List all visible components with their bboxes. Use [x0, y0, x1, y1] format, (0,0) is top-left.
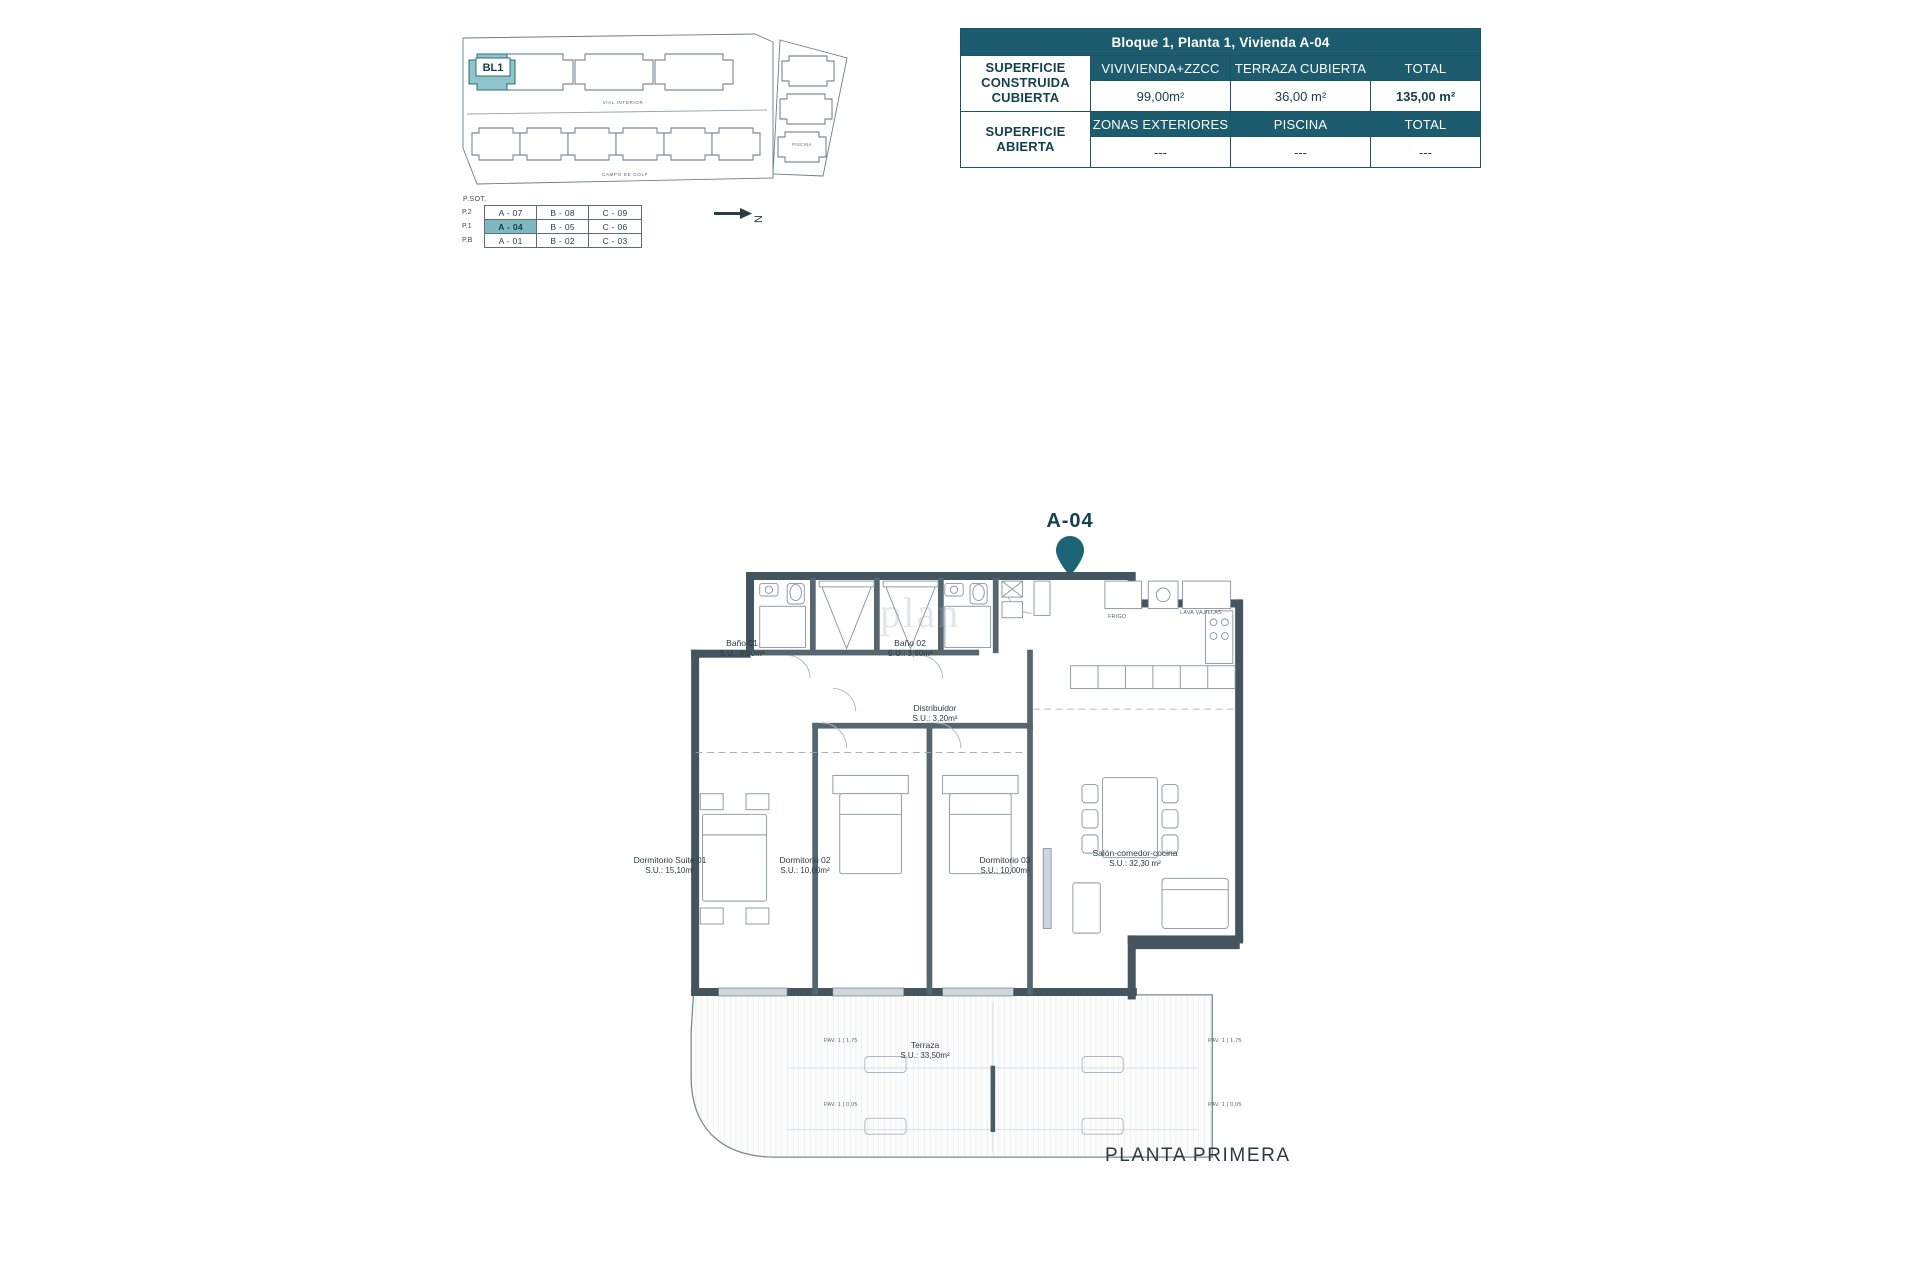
built-area-label	[961, 56, 1091, 112]
unit-cell[interactable]: A - 01	[485, 234, 537, 248]
table-row	[462, 220, 642, 234]
surface-summary-table	[960, 28, 1481, 168]
unit-cell[interactable]: B - 02	[537, 234, 589, 248]
column-header-piscina: PISCINA	[1231, 112, 1371, 137]
north-arrow	[712, 200, 772, 230]
room-name: Dormitorio Suite 01	[633, 855, 707, 865]
column-header-total: TOTAL	[1371, 56, 1481, 81]
terrace-mark: PAV. 1 | 0,05	[1208, 1102, 1242, 1108]
value-total-open: ---	[1371, 137, 1481, 168]
room-label-suite-01	[600, 855, 740, 877]
room-name: Terraza	[910, 1040, 940, 1050]
terrace-mark: PAV. 1 | 0,05	[824, 1102, 858, 1108]
room-label-bano-01	[697, 638, 787, 660]
room-area: S.U.: 10,00m²	[780, 866, 830, 876]
unit-cell[interactable]: C - 09	[589, 206, 642, 220]
room-name: Baño 02	[894, 638, 926, 648]
site-key-label-vial: VIAL INTERIOR	[602, 100, 644, 105]
surface-table-title: Bloque 1, Planta 1, Vivienda A-04	[961, 29, 1481, 56]
floor-unit-list	[462, 196, 667, 248]
appliance-label-frigo: FRIGO	[1108, 614, 1127, 620]
terrace-mark: PAV. 1 | 1,75	[824, 1038, 858, 1044]
column-header-vivienda: VIVIVIENDA+ZZCC	[1091, 56, 1231, 81]
open-area-label	[961, 112, 1091, 168]
terrace-mark: PAV. 1 | 1,75	[1208, 1038, 1242, 1044]
floor-label: P.1	[462, 223, 472, 230]
value-total-built: 135,00 m²	[1371, 81, 1481, 112]
floor-list-table	[462, 205, 642, 248]
marker-label: A-04	[1046, 510, 1094, 532]
value-vivienda: 99,00m²	[1091, 81, 1231, 112]
table-row	[462, 206, 642, 220]
site-key-plan	[455, 28, 875, 188]
floor-list-title: P.SOT.	[463, 196, 487, 203]
terrace-deck	[691, 995, 1212, 1157]
unit-cell[interactable]: C - 06	[589, 220, 642, 234]
table-row	[961, 112, 1481, 137]
column-header-total-open: TOTAL	[1371, 112, 1481, 137]
unit-cell[interactable]: A - 07	[485, 206, 537, 220]
room-label-dormitorio-02	[740, 855, 870, 877]
plan-title: PLANTA PRIMERA	[1105, 1145, 1291, 1166]
room-area: S.U.: 4,00m²	[719, 649, 765, 659]
room-name: Salón-comedor-cocina	[1092, 848, 1178, 858]
unit-cell[interactable]: B - 08	[537, 206, 589, 220]
room-label-distribuidor	[880, 703, 990, 725]
value-piscina: ---	[1231, 137, 1371, 168]
unit-cell[interactable]: C - 03	[589, 234, 642, 248]
unit-cell-selected[interactable]: A - 04	[485, 220, 537, 234]
room-area: S.U.: 10,00m²	[980, 866, 1030, 876]
room-label-salon	[1060, 848, 1210, 870]
open-area-label-text: SUPERFICIE ABIERTA	[985, 123, 1066, 154]
room-name: Dormitorio 02	[779, 855, 831, 865]
room-name: Dormitorio 03	[979, 855, 1031, 865]
table-row	[961, 29, 1481, 56]
room-area: S.U.: 15,10m²	[645, 866, 695, 876]
room-name: Baño 01	[726, 638, 758, 648]
watermark: plan	[880, 591, 961, 637]
svg-text:N: N	[753, 215, 765, 223]
column-header-zonas: ZONAS EXTERIORES	[1091, 112, 1231, 137]
room-name: Distribuidor	[913, 703, 957, 713]
site-key-label-piscina: PISCINA	[792, 142, 812, 147]
table-row	[462, 234, 642, 248]
table-row	[961, 56, 1481, 81]
built-area-label-text: SUPERFICIE CONSTRUIDA CUBIERTA	[981, 60, 1070, 105]
column-header-terraza: TERRAZA CUBIERTA	[1231, 56, 1371, 81]
site-key-label-golf: CAMPO DE GOLF	[601, 172, 649, 177]
room-label-bano-02	[865, 638, 955, 660]
site-key-block-tag: BL1	[482, 62, 504, 74]
value-zonas: ---	[1091, 137, 1231, 168]
room-label-dormitorio-03	[940, 855, 1070, 877]
floor-label: P.2	[462, 209, 472, 216]
room-area: S.U.: 33,50m²	[900, 1051, 950, 1061]
room-area: S.U.: 3,60m²	[887, 649, 933, 659]
floor-label: P.B	[462, 237, 473, 244]
appliance-label-lavavajillas: LAVA VAJILLAS	[1180, 610, 1222, 616]
room-area: S.U.: 32,30 m²	[1109, 859, 1161, 869]
room-label-terraza	[865, 1040, 985, 1062]
room-area: S.U.: 3,20m²	[912, 714, 958, 724]
unit-cell[interactable]: B - 05	[537, 220, 589, 234]
value-terraza: 36,00 m²	[1231, 81, 1371, 112]
